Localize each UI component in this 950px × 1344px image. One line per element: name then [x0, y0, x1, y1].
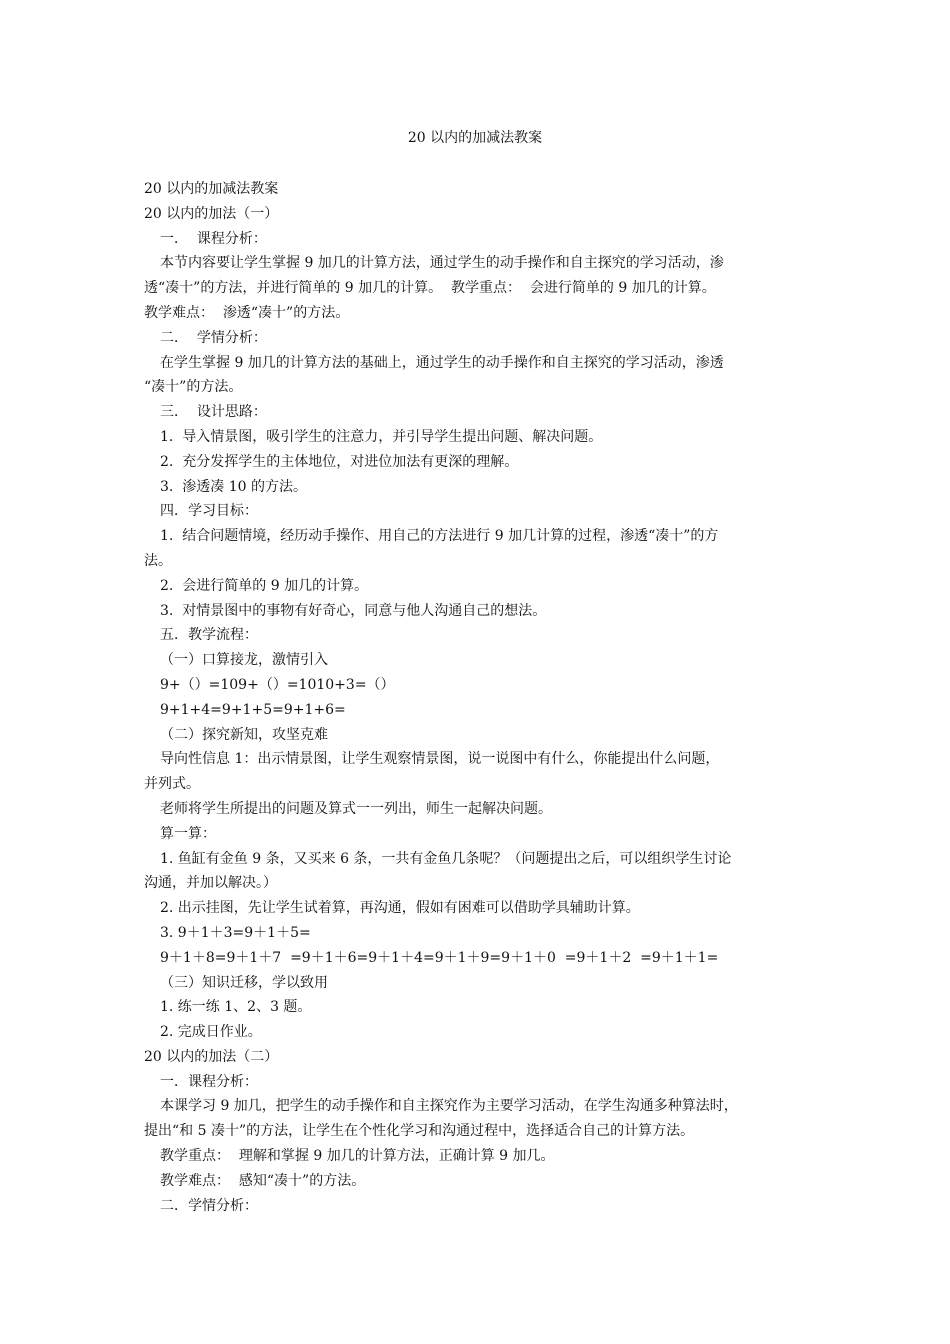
text-line: 导向性信息 1：出示情景图，让学生观察情景图，说一说图中有什么，你能提出什么问题， [160, 751, 720, 768]
text-line: 2. 充分发挥学生的主体地位，对进位加法有更深的理解。 [160, 453, 519, 470]
text-line: 老师将学生所提出的问题及算式一一列出，师生一起解决问题。 [160, 800, 552, 817]
text-line: 一．课程分析： [160, 1073, 258, 1090]
text-line: 二． 学情分析： [160, 329, 267, 346]
text-line: 1. 结合问题情境，经历动手操作、用自己的方法进行 9 加几计算的过程，渗透“凑十”的方 [160, 528, 719, 545]
text-line: 一． 课程分析： [160, 230, 267, 247]
text-line: 20 以内的加法（二） [144, 1048, 279, 1065]
text-line: 9+1+4=9+1+5=9+1+6= [160, 701, 346, 718]
document-title: 20 以内的加减法教案 [407, 130, 543, 146]
text-line: 2. 完成日作业。 [160, 1024, 262, 1041]
text-line: 在学生掌握 9 加几的计算方法的基础上，通过学生的动手操作和自主探究的学习活动，渗透 [160, 354, 724, 371]
text-line: 二．学情分析： [160, 1197, 258, 1214]
text-line: 1. 导入情景图，吸引学生的注意力，并引导学生提出问题、解决问题。 [160, 428, 603, 445]
text-line: 沟通，并加以解决。） [144, 875, 277, 892]
text-line: 3. 9＋1＋3=9＋1＋5= [160, 924, 311, 941]
text-line: 2. 会进行简单的 9 加几的计算。 [160, 577, 369, 594]
text-line: 教学难点： 感知“凑十”的方法。 [160, 1172, 366, 1189]
text-line: 教学重点： 理解和掌握 9 加几的计算方法，正确计算 9 加几。 [160, 1148, 555, 1165]
document-body [144, 177, 814, 1218]
text-line: 本课学习 9 加几，把学生的动手操作和自主探究作为主要学习活动，在学生沟通多种算法时， [160, 1098, 738, 1115]
text-line: 本节内容要让学生掌握 9 加几的计算方法，通过学生的动手操作和自主探究的学习活动，渗 [160, 255, 724, 272]
text-line: （三）知识迁移，学以致用 [160, 974, 328, 991]
text-line: 3. 对情景图中的事物有好奇心，同意与他人沟通自己的想法。 [160, 602, 547, 619]
text-line: 算一算： [160, 825, 216, 842]
text-line: 三． 设计思路： [160, 404, 267, 421]
text-line: 20 以内的加法（一） [144, 205, 279, 222]
text-line: 透“凑十”的方法，并进行简单的 9 加几的计算。 教学重点： 会进行简单的 9 加几的计算。 [144, 280, 716, 297]
text-line: 2. 出示挂图，先让学生试着算，再沟通，假如有困难可以借助学具辅助计算。 [160, 900, 640, 917]
text-line: 提出“和 5 凑十”的方法，让学生在个性化学习和沟通过程中，选择适合自己的计算方法。 [144, 1123, 695, 1140]
text-line: 3. 渗透凑 10 的方法。 [160, 478, 307, 495]
text-line: 1. 练一练 1、2、3 题。 [160, 999, 312, 1016]
text-line: 9+（）=109+（）=1010+3=（） [160, 676, 395, 693]
text-line: （二）探究新知，攻坚克难 [160, 726, 328, 743]
text-line: 四．学习目标： [160, 503, 258, 520]
text-line: 9＋1＋8=9＋1＋7 =9＋1＋6=9＋1＋4=9＋1＋9=9＋1＋0 =9＋1＋2 =9＋1＋1= [160, 949, 719, 966]
text-line: 20 以内的加减法教案 [144, 181, 279, 197]
text-line: 教学难点： 渗透“凑十”的方法。 [144, 304, 350, 321]
text-line: 并列式。 [144, 776, 200, 793]
text-line: 法。 [144, 552, 172, 569]
text-line: 1. 鱼缸有金鱼 9 条，又买来 6 条，一共有金鱼几条呢？（问题提出之后，可以组织学生讨论 [160, 850, 732, 867]
text-line: 五．教学流程： [160, 627, 258, 644]
text-line: （一）口算接龙，激情引入 [160, 652, 328, 669]
text-line: “凑十”的方法。 [144, 379, 243, 396]
